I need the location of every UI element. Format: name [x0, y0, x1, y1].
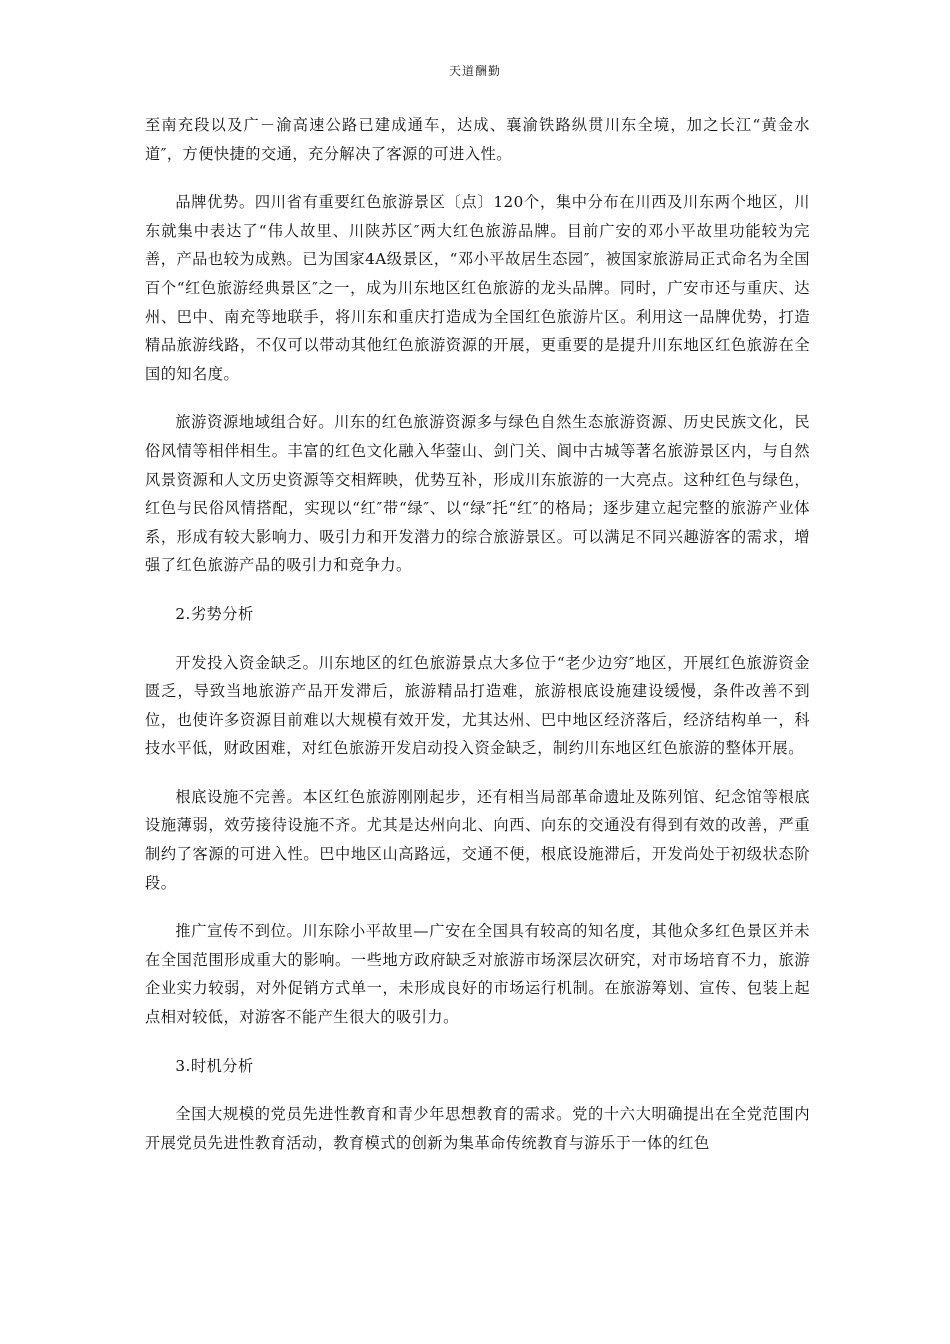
section-heading-opportunity: 3.时机分析	[175, 1056, 254, 1075]
paragraph-infrastructure: 根底设施不完善。本区红色旅游刚刚起步，还有相当局部革命遗址及陈列馆、纪念馆等根底设施薄弱，效劳接待设施不齐。尤其是达州向北、向西、向东的交通没有得到有效的改善，严重制约了客源的可进入性。巴中地区山高路远，交通不便，根底设施滞后，开发尚处于初级状态阶段。	[145, 787, 810, 892]
section-heading-weakness: 2.劣势分析	[175, 604, 254, 623]
paragraph-resource-combination: 旅游资源地域组合好。川东的红色旅游资源多与绿色自然生态旅游资源、历史民族文化，民俗风情等相伴相生。丰富的红色文化融入华蓥山、剑门关、阆中古城等著名旅游景区内，与自然风景资源和人文历史资源等交相辉映，优势互补，形成川东旅游的一大亮点。这种红色与绿色，红色与民俗风情搭配，实现以“红″带“绿″、以“绿″托“红″的格局；逐步建立起完整的旅游产业体系，形成有较大影响力、吸引力和开发潜力的综合旅游景区。可以满足不同兴趣游客的需求，增强了红色旅游产品的吸引力和竞争力。	[145, 413, 810, 575]
paragraph-continuation: 至南充段以及广－渝高速公路已建成通车，达成、襄渝铁路纵贯川东全境，加之长江“黄金水道″，方便快捷的交通，充分解决了客源的可进入性。	[145, 116, 810, 163]
paragraph-promotion: 推广宣传不到位。川东除小平故里—广安在全国具有较高的知名度，其他众多红色景区并未在全国范围形成重大的影响。一些地方政府缺乏对旅游市场深层次研究，对市场培育不力，旅游企业实力较弱，对外促销方式单一，未形成良好的市场运行机制。在旅游筹划、宣传、包装上起点相对较低，对游客不能产生很大的吸引力。	[145, 922, 810, 1027]
page-header: 天道酬勤	[448, 64, 501, 78]
paragraph-brand-advantage: 品牌优势。四川省有重要红色旅游景区〔点〕120个，集中分布在川西及川东两个地区，川东就集中表达了“伟人故里、川陕苏区″两大红色旅游品牌。目前广安的邓小平故里功能较为完善，产品也较为成熟。已为国家4A级景区，“邓小平故居生态园″，被国家旅游局正式命名为全国百个“红色旅游经典景区″之一，成为川东地区红色旅游的龙头品牌。同时，广安市还与重庆、达州、巴中、南充等地联手，将川东和重庆打造成为全国红色旅游片区。利用这一品牌优势，打造精品旅游线路，不仅可以带动其他红色旅游资源的开展，更重要的是提升川东地区红色旅游在全国的知名度。	[145, 193, 810, 383]
paragraph-funding-shortage: 开发投入资金缺乏。川东地区的红色旅游景点大多位于“老少边穷″地区，开展红色旅游资金匮乏，导致当地旅游产品开发滞后，旅游精品打造难，旅游根底设施建设缓慢，条件改善不到位，也使许多资源目前难以大规模有效开发，尤其达州、巴中地区经济落后，经济结构单一，科技水平低，财政困难，对红色旅游开发启动投入资金缺乏，制约川东地区红色旅游的整体开展。	[145, 653, 810, 758]
paragraph-education-demand: 全国大规模的党员先进性教育和青少年思想教育的需求。党的十六大明确提出在全党范围内开展党员先进性教育活动，教育模式的创新为集革命传统教育与游乐于一体的红色	[145, 1105, 810, 1152]
document-body	[145, 111, 810, 1177]
